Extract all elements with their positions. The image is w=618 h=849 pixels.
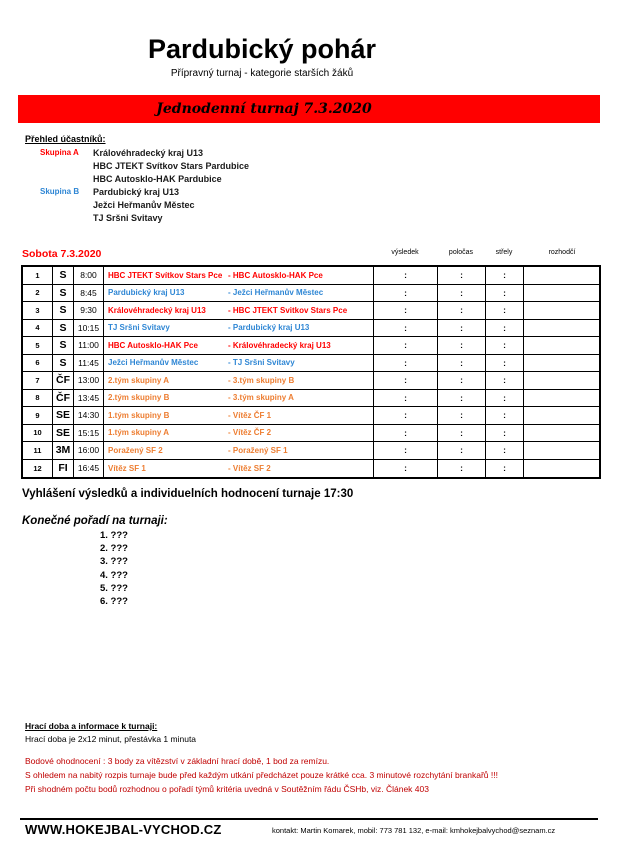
home-team: Ježci Heřmanův Městec [108,358,199,368]
match-teams [104,442,374,459]
away-team: - Vítěz ČF 1 [228,410,272,420]
column-header-shots: střely [495,249,513,256]
info-rule-line: Bodové ohodnocení : 3 body za vítězství v základní hrací době, 1 bod za remízu. [25,756,330,766]
shots-cell: : [486,337,524,354]
result-cell: : [374,460,438,478]
result-cell: : [374,407,438,424]
info-rule-line: S ohledem na nabitý rozpis turnaje bude před každým utkání předcházet pouze krátké cca. 3 minutové rozchytání brankařů !!! [25,770,498,780]
schedule-table [21,265,601,479]
shots-cell: : [486,460,524,478]
group-label: Skupina A [40,148,79,157]
participant-row [40,185,249,198]
match-time: 8:00 [74,267,104,284]
shots-cell: : [486,407,524,424]
result-cell: : [374,320,438,337]
match-teams [104,337,374,354]
away-team: - Vítěz ČF 2 [228,428,272,438]
team-name: HBC JTEKT Svítkov Stars Pardubice [93,160,250,171]
home-team: HBC Autosklo-HAK Pce [108,340,198,350]
match-teams [104,355,374,372]
referee-cell [524,285,599,302]
match-number: 9 [23,407,53,424]
match-number: 10 [23,425,53,442]
match-phase: 3M [53,442,74,459]
home-team: Poražený SF 2 [108,445,163,455]
match-phase: ČF [53,390,74,407]
match-teams [104,285,374,302]
match-teams [104,267,374,284]
match-time: 13:45 [74,390,104,407]
home-team: Královéhradecký kraj U13 [108,305,206,315]
match-teams [104,425,374,442]
team-name: TJ Sršni Svitavy [93,212,163,223]
shots-cell: : [486,390,524,407]
schedule-row [23,302,599,320]
team-name: Pardubický kraj U13 [93,186,180,197]
home-team: TJ Sršni Svitavy [108,323,170,333]
match-number: 8 [23,390,53,407]
shots-cell: : [486,355,524,372]
schedule-row [23,285,599,303]
participant-row [40,211,249,224]
result-cell: : [374,442,438,459]
result-cell: : [374,337,438,354]
match-time: 9:30 [74,302,104,319]
banner-text: Jednodenní turnaj 7.3.2020 [156,101,372,117]
final-standings-heading: Konečné pořadí na turnaji: [22,515,168,527]
schedule-row [23,337,599,355]
match-teams [104,320,374,337]
match-phase: S [53,285,74,302]
away-team: - Poražený SF 1 [228,445,288,455]
referee-cell [524,460,599,478]
match-phase: FI [53,460,74,478]
match-teams [104,302,374,319]
column-header-referee: rozhodčí [548,249,576,256]
result-cell: : [374,355,438,372]
shots-cell: : [486,372,524,389]
match-phase: SE [53,425,74,442]
referee-cell [524,267,599,284]
schedule-row [23,355,599,373]
halftime-cell: : [438,302,486,319]
halftime-cell: : [438,407,486,424]
halftime-cell: : [438,425,486,442]
match-teams [104,390,374,407]
home-team: Vítěz SF 1 [108,463,146,473]
match-time: 8:45 [74,285,104,302]
halftime-cell: : [438,355,486,372]
team-name: HBC Autosklo-HAK Pardubice [93,173,222,184]
referee-cell [524,302,599,319]
page-subtitle: Přípravný turnaj - kategorie starších žáků [170,68,354,79]
halftime-cell: : [438,442,486,459]
participant-row [40,172,249,185]
match-time: 14:30 [74,407,104,424]
match-phase: ČF [53,372,74,389]
schedule-row [23,267,599,285]
team-name: Ježci Heřmanův Městec [93,199,195,210]
match-number: 12 [23,460,53,478]
footer-website-link[interactable]: WWW.HOKEJBAL-VYCHOD.CZ [25,822,222,837]
away-team: - 3.tým skupiny B [228,375,295,385]
match-time: 16:45 [74,460,104,478]
home-team: 1.tým skupiny A [108,428,170,438]
match-teams [104,460,374,478]
match-teams [104,407,374,424]
match-phase: S [53,355,74,372]
participant-row [40,198,249,211]
shots-cell: : [486,425,524,442]
result-cell: : [374,390,438,407]
result-cell: : [374,267,438,284]
match-number: 11 [23,442,53,459]
shots-cell: : [486,320,524,337]
match-number: 7 [23,372,53,389]
match-phase: S [53,337,74,354]
footer-contact: kontakt: Martin Komarek, mobil: 773 781 132, e-mail: kmhokejbalvychod@seznam.cz [272,826,556,835]
match-number: 1 [23,267,53,284]
away-team: - Vítěz SF 2 [228,463,271,473]
info-rule-line: Při shodném počtu bodů rozhodnou o pořadí týmů kritéria uvedná v Soutěžním řádu ČSHb, viz. Článek 403 [25,784,429,794]
schedule-date-heading: Sobota 7.3.2020 [22,248,102,260]
away-team: - Ježci Heřmanův Městec [228,288,324,298]
home-team: Pardubický kraj U13 [108,288,185,298]
standing-item: 5. ??? [100,582,128,594]
standing-item: 1. ??? [100,530,128,541]
away-team: - HBC JTEKT Svitkov Stars Pce [228,305,348,315]
match-teams [104,372,374,389]
participants-list [40,146,249,224]
match-phase: SE [53,407,74,424]
match-time: 11:00 [74,337,104,354]
result-cell: : [374,285,438,302]
match-phase: S [53,320,74,337]
referee-cell [524,372,599,389]
standing-item: 6. ??? [100,595,128,607]
schedule-row [23,320,599,338]
schedule-row [23,460,599,478]
tournament-banner [18,95,600,123]
shots-cell: : [486,302,524,319]
title-block [0,34,524,79]
halftime-cell: : [438,320,486,337]
match-time: 13:00 [74,372,104,389]
referee-cell [524,442,599,459]
home-team: 2.tým skupiny A [108,375,170,385]
result-cell: : [374,302,438,319]
away-team: - 3.tým skupiny A [228,393,294,403]
match-phase: S [53,302,74,319]
referee-cell [524,337,599,354]
column-header-result: výsledek [391,249,419,256]
team-name: Královéhradecký kraj U13 [93,147,204,158]
result-cell: : [374,372,438,389]
schedule-row [23,390,599,408]
column-header-halftime: poločas [448,249,474,256]
away-team: - HBC Autosklo-HAK Pce [228,270,323,280]
participant-row [40,146,249,159]
footer-divider [20,818,598,820]
halftime-cell: : [438,337,486,354]
halftime-cell: : [438,267,486,284]
referee-cell [524,355,599,372]
match-time: 10:15 [74,320,104,337]
referee-cell [524,407,599,424]
schedule-row [23,372,599,390]
participant-row [40,159,249,172]
schedule-row [23,407,599,425]
match-number: 3 [23,302,53,319]
results-announcement: Vyhlášení výsledků a individuelních hodnocení turnaje 17:30 [22,488,354,500]
referee-cell [524,390,599,407]
halftime-cell: : [438,285,486,302]
group-label: Skupina B [40,187,80,196]
home-team: HBC JTEKT Svítkov Stars Pce [108,270,223,280]
info-rules-block [25,756,498,798]
halftime-cell: : [438,460,486,478]
away-team: - Pardubický kraj U13 [228,323,310,333]
match-time: 15:15 [74,425,104,442]
away-team: - TJ Sršni Svitavy [228,358,295,368]
schedule-row [23,425,599,443]
page-title: Pardubický pohár [147,34,377,64]
home-team: 1.tým skupiny B [108,410,170,420]
halftime-cell: : [438,390,486,407]
result-cell: : [374,425,438,442]
match-number: 2 [23,285,53,302]
info-playtime: Hrací doba je 2x12 minut, přestávka 1 minuta [25,734,197,744]
schedule-column-headers [21,249,601,256]
match-time: 11:45 [74,355,104,372]
referee-cell [524,320,599,337]
standing-item: 3. ??? [100,556,128,568]
match-phase: S [53,267,74,284]
info-heading: Hrací doba a informace k turnaji: [25,721,158,731]
final-standings-list [100,530,128,609]
shots-cell: : [486,442,524,459]
match-number: 5 [23,337,53,354]
referee-cell [524,425,599,442]
participants-heading: Přehled účastníků: [25,134,106,144]
standing-item: 4. ??? [100,569,128,581]
schedule-row [23,442,599,460]
away-team: - Královéhradecký kraj U13 [228,340,331,350]
match-time: 16:00 [74,442,104,459]
match-number: 6 [23,355,53,372]
shots-cell: : [486,285,524,302]
shots-cell: : [486,267,524,284]
match-number: 4 [23,320,53,337]
standing-item: 2. ??? [100,543,128,555]
halftime-cell: : [438,372,486,389]
home-team: 2.tým skupiny B [108,393,170,403]
